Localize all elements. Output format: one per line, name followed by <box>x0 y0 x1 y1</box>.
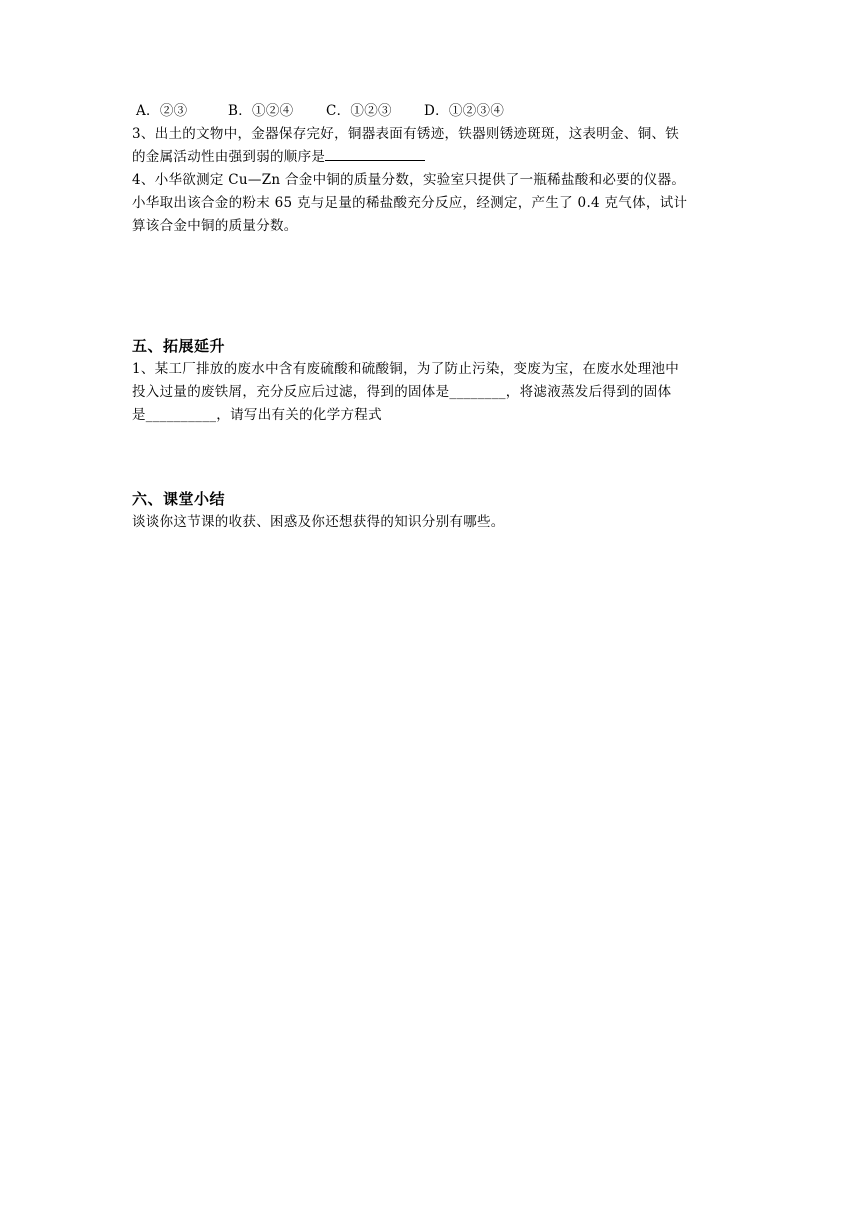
answer-space <box>132 238 732 334</box>
q4-line-3: 算该合金中铜的质量分数。 <box>132 218 298 234</box>
option-d: D．①②③④ <box>424 103 505 119</box>
section-6 <box>132 487 732 534</box>
question-4 <box>132 169 732 238</box>
s5-line-3: 是__________，请写出有关的化学方程式 <box>132 407 382 423</box>
section-5-title: 五、拓展延升 <box>132 337 226 355</box>
section-5 <box>132 334 732 427</box>
q4-line-2: 小华取出该合金的粉末 65 克与足量的稀盐酸充分反应，经测定，产生了 0.4 克气体，试计 <box>132 195 688 211</box>
s5-line-2: 投入过量的废铁屑，充分反应后过滤，得到的固体是________，将滤液蒸发后得到的固体 <box>132 384 672 400</box>
q3-line-2 <box>132 146 732 169</box>
q3-line-1: 3、出土的文物中，金器保存完好，铜器表面有锈迹，铁器则锈迹斑斑，这表明金、铜、铁 <box>132 126 680 142</box>
q3-line-2-text: 的金属活动性由强到弱的顺序是 <box>132 149 326 165</box>
answer-blank[interactable] <box>325 146 425 161</box>
s6-line-1: 谈谈你这节课的收获、困惑及你还想获得的知识分别有哪些。 <box>132 514 505 530</box>
option-a: A．②③ <box>136 103 188 119</box>
answer-space <box>132 427 732 487</box>
q4-line-1: 4、小华欲测定 Cu—Zn 合金中铜的质量分数，实验室只提供了一瓶稀盐酸和必要的仪器。 <box>132 172 686 188</box>
worksheet-content <box>132 100 732 534</box>
option-b: B．①②④ <box>228 103 294 119</box>
answer-options <box>132 100 732 123</box>
s5-line-1: 1、某工厂排放的废水中含有废硫酸和硫酸铜，为了防止污染，变废为宝，在废水处理池中 <box>132 361 680 377</box>
section-6-title: 六、课堂小结 <box>132 490 226 508</box>
option-c: C．①②③ <box>326 103 392 119</box>
question-3 <box>132 123 732 169</box>
